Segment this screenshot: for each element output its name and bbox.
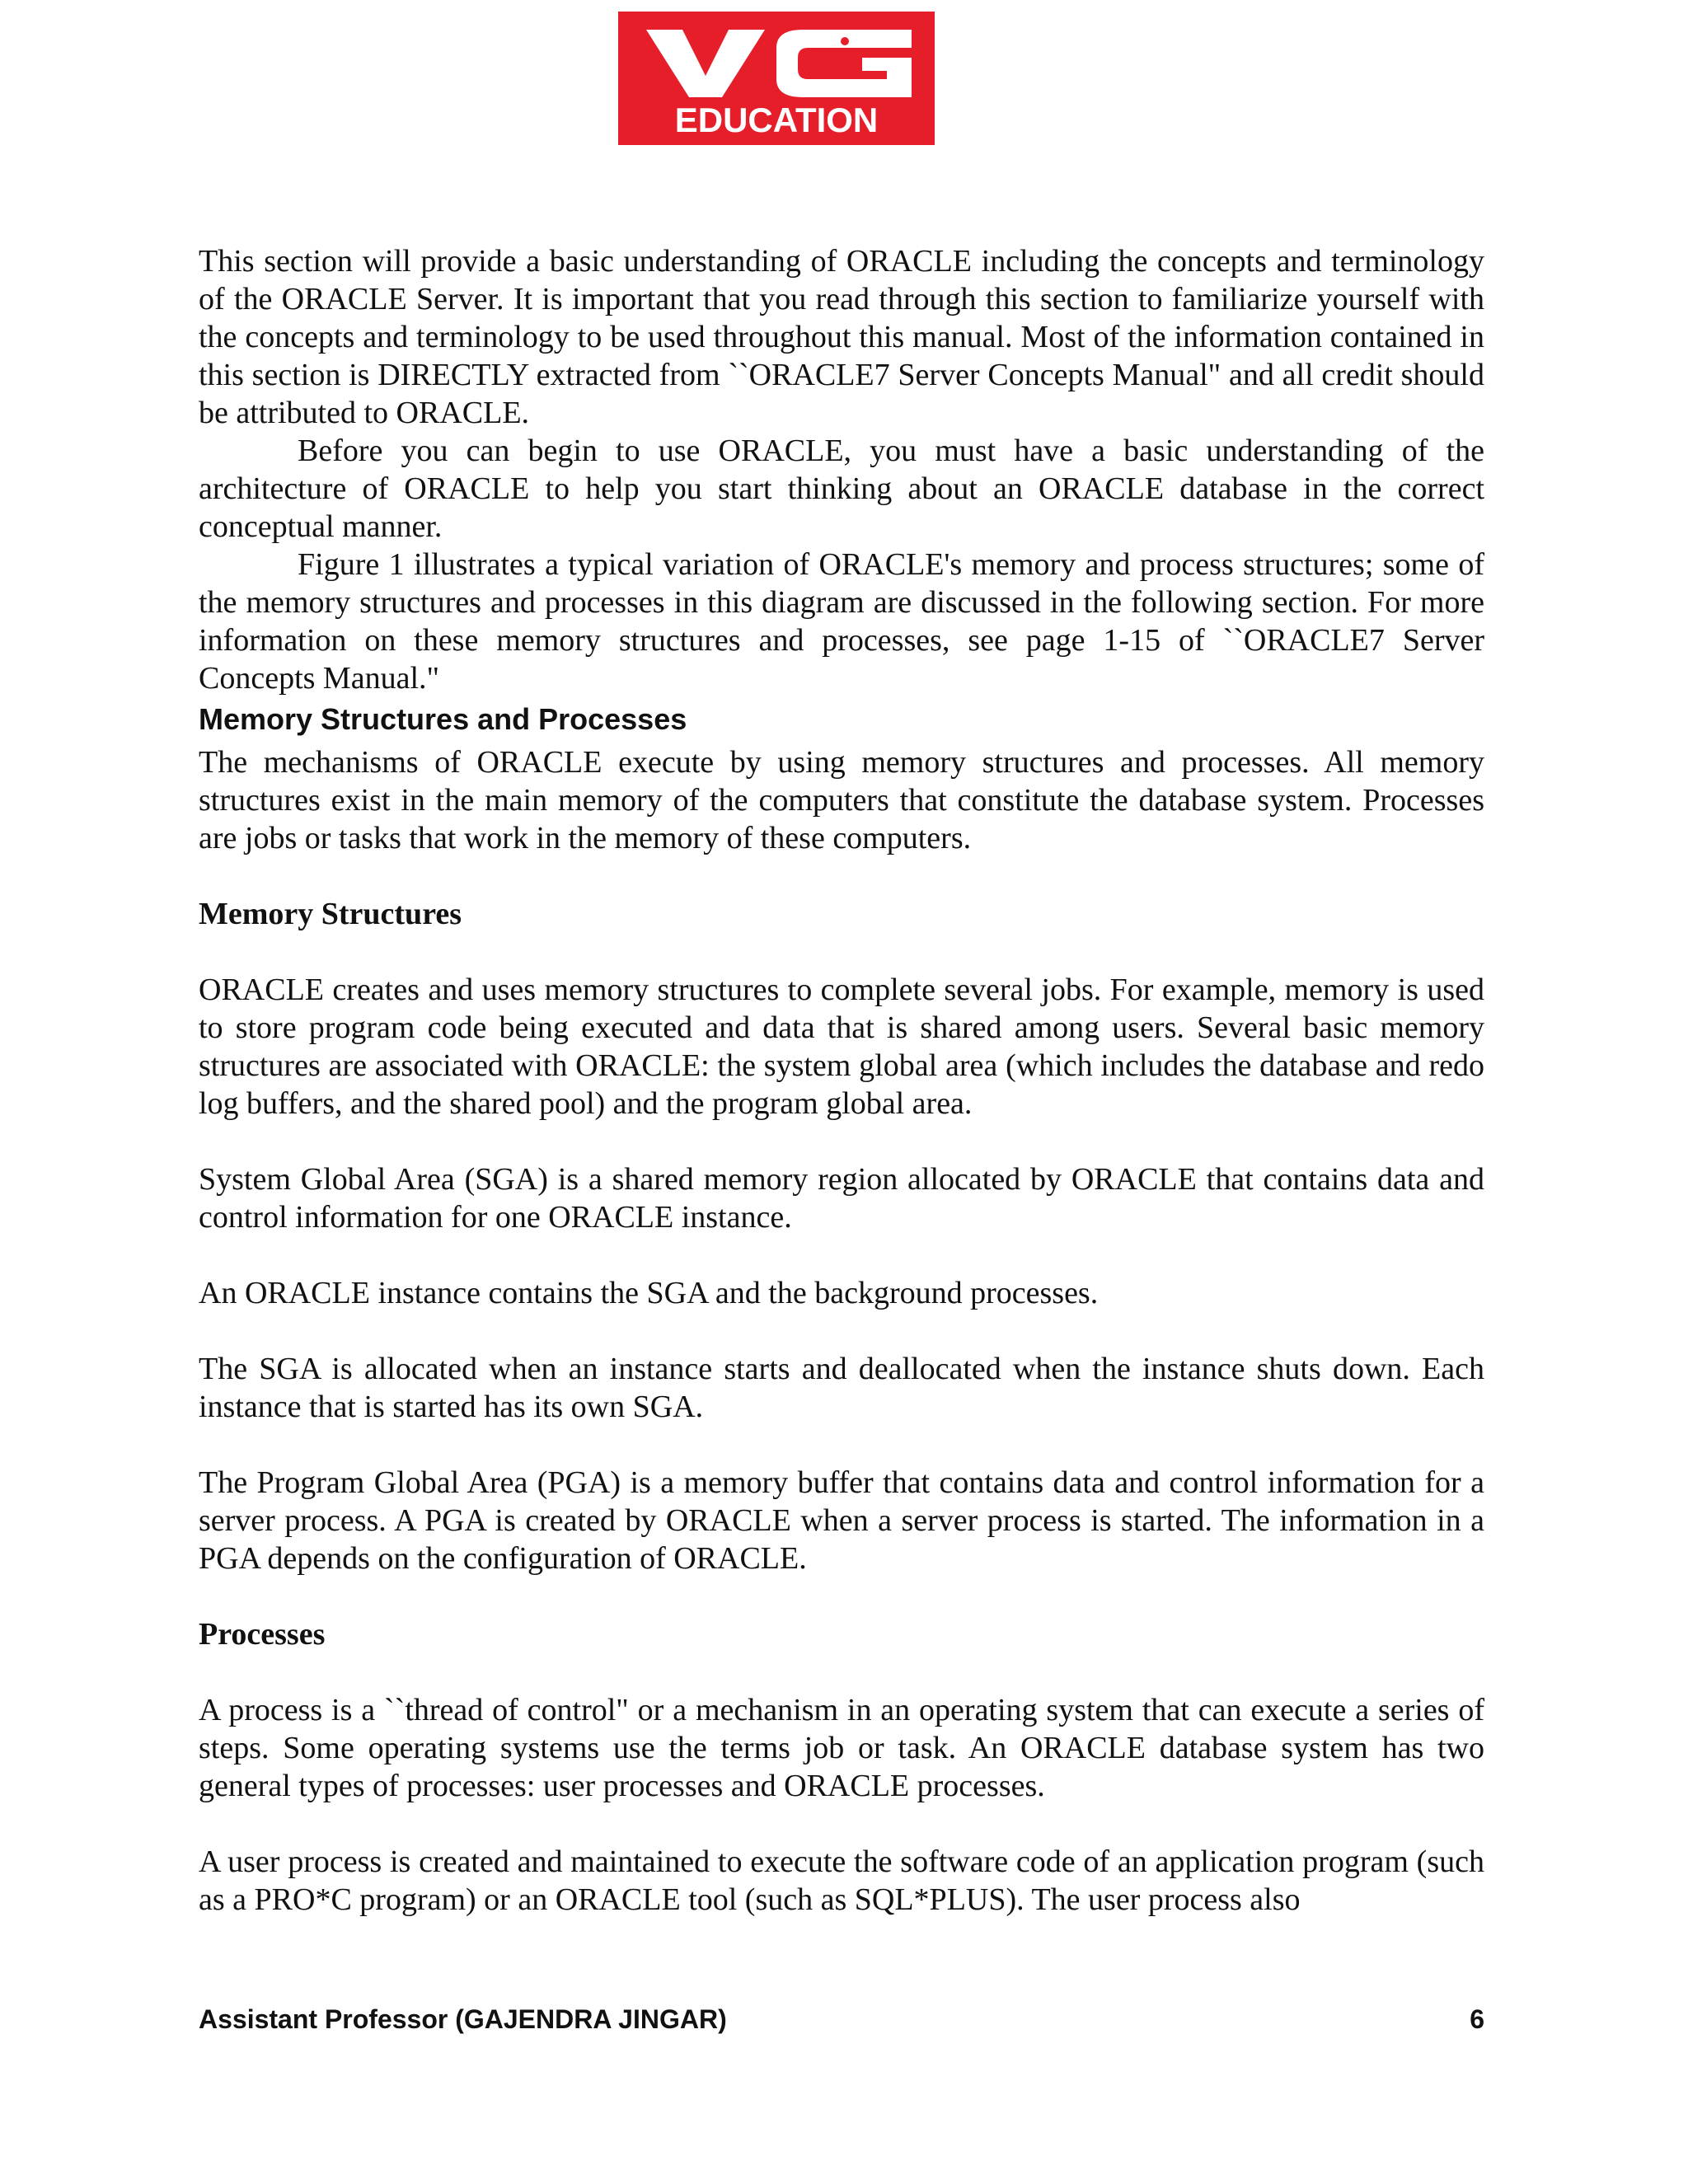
sga-allocation-paragraph: The SGA is allocated when an instance starts and deallocated when the instance shuts down. Each instance that is started has its own SGA. <box>199 1352 1484 1424</box>
page-number: 6 <box>1470 2004 1484 2034</box>
vg-education-logo <box>618 12 935 145</box>
svg-text:EDUCATION: EDUCATION <box>674 101 879 139</box>
section-heading-memory-structures-processes: Memory Structures and Processes <box>199 702 687 736</box>
sga-definition-paragraph: System Global Area (SGA) is a shared memory region allocated by ORACLE that contains data and control information for one ORACLE instance. <box>199 1162 1484 1235</box>
instance-paragraph: An ORACLE instance contains the SGA and the background processes. <box>199 1276 1099 1310</box>
mechanisms-paragraph: The mechanisms of ORACLE execute by using memory structures and processes. All memory structures exist in the main memory of the computers that constitute the database system. Processes are jobs or tasks that work in the memory of these computers. <box>199 745 1484 855</box>
subheading-memory-structures: Memory Structures <box>199 897 462 931</box>
user-process-paragraph: A user process is created and maintained to execute the software code of an application program (such as a PRO*C program) or an ORACLE tool (such as SQL*PLUS). The user process also <box>199 1844 1484 1917</box>
intro-paragraph: This section will provide a basic understanding of ORACLE including the concepts and terminology of the ORACLE Server. It is important that you read through this section to familiarize yourself with the concepts and terminology to be used throughout this manual. Most of the information contained in this section is DIRECTLY extracted from ``ORACLE7 Server Concepts Manual" and all credit should be attributed to ORACLE. <box>199 244 1484 430</box>
subheading-processes: Processes <box>199 1617 326 1652</box>
memory-structures-paragraph: ORACLE creates and uses memory structures to complete several jobs. For example, memory is used to store program code being executed and data that is shared among users. Several basic memory structures are associated with ORACLE: the system global area (which includes the database and redo log buffers, and the shared pool) and the program global area. <box>199 972 1484 1121</box>
figure-paragraph: Figure 1 illustrates a typical variation of ORACLE's memory and process structures; some of the memory structures and processes in this diagram are discussed in the following section. For more information on these memory structures and processes, see page 1-15 of ``ORACLE7 Server Concepts Manual." <box>199 547 1484 696</box>
page-footer <box>199 2004 1484 2035</box>
footer-author: Assistant Professor (GAJENDRA JINGAR) <box>199 2004 727 2034</box>
logo-graphic <box>618 12 935 145</box>
process-definition-paragraph: A process is a ``thread of control" or a mechanism in an operating system that can execute a series of steps. Some operating systems use the terms job or task. An ORACLE database system has two general types of processes: user processes and ORACLE processes. <box>199 1693 1484 1803</box>
architecture-paragraph: Before you can begin to use ORACLE, you must have a basic understanding of the architecture of ORACLE to help you start thinking about an ORACLE database in the correct conceptual manner. <box>199 434 1484 544</box>
pga-paragraph: The Program Global Area (PGA) is a memory buffer that contains data and control information for a server process. A PGA is created by ORACLE when a server process is started. The information in a PGA depends on the configuration of ORACLE. <box>199 1465 1484 1576</box>
main-content <box>199 242 1484 1919</box>
